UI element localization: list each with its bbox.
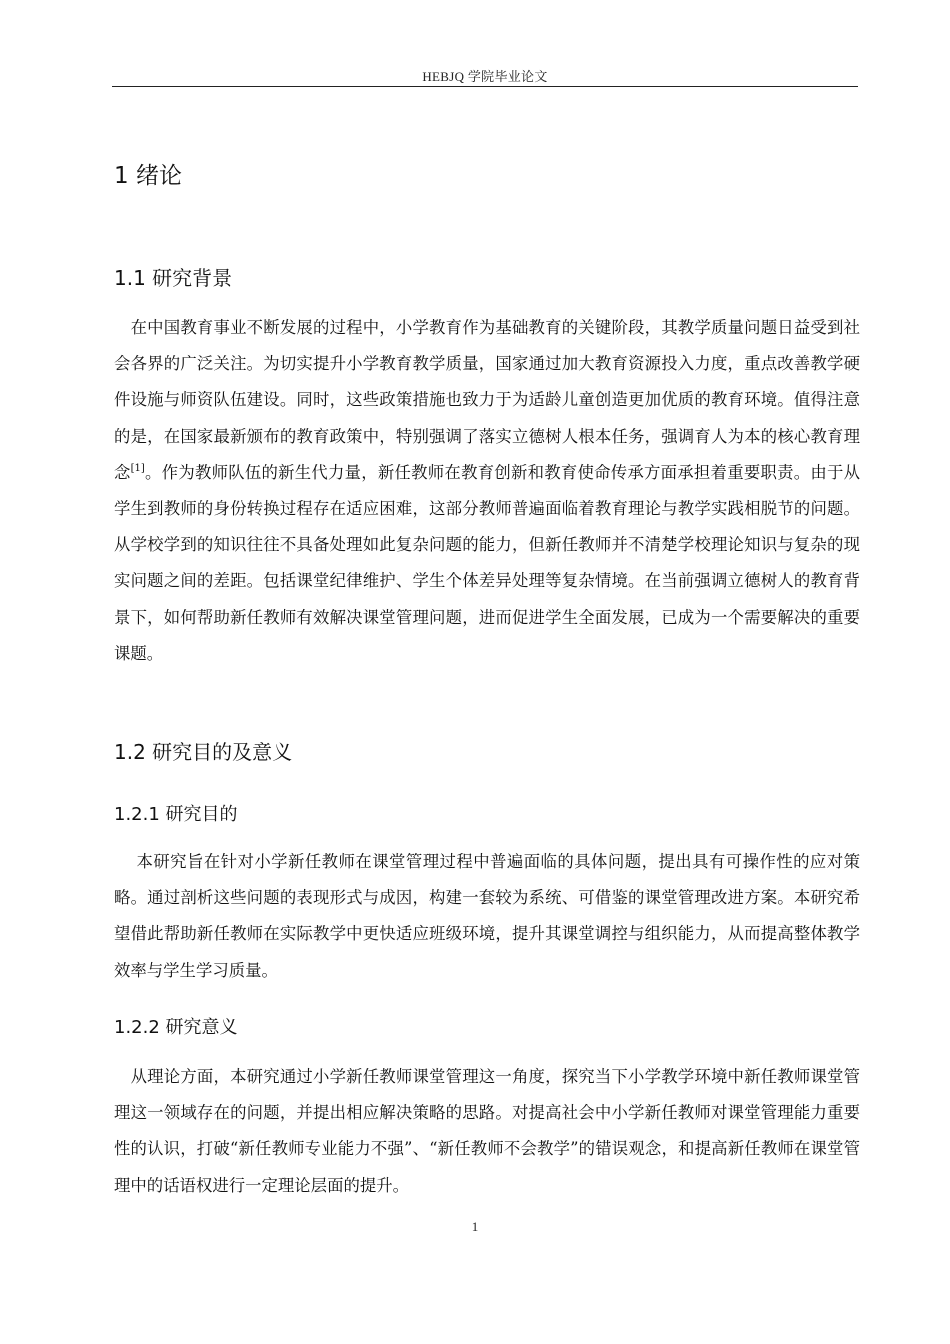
paragraph-text-cont: 。作为教师队伍的新生代力量，新任教师在教育创新和教育使命传承方面承担着重要职责。由于从学生到教师的身份转换过程存在适应困难，这部分教师普遍面临着教育理论与教学实践相脱节的问题。从学校学到的知识往往不具备处理如此复杂问题的能力，但新任教师并不清楚学校理论知识与复杂的现实问题之间的差距。包括课堂纪律维护、学生个体差异处理等复杂情境。在当前强调立德树人的教育背景下，如何帮助新任教师有效解决课堂管理问题，进而促进学生全面发展，已成为一个需要解决的重要课题。 <box>114 462 861 663</box>
section-1-1-paragraph <box>114 310 860 672</box>
section-title-1-2: 1.2 研究目的及意义 <box>114 740 293 764</box>
section-title-1-1: 1.1 研究背景 <box>114 266 233 290</box>
page-number: 1 <box>471 1219 479 1234</box>
section-1-2-2-paragraph: 从理论方面，本研究通过小学新任教师课堂管理这一角度，探究当下小学教学环境中新任教师课堂管理这一领域存在的问题，并提出相应解决策略的思路。对提高社会中小学新任教师对课堂管理能力重要性的认识，打破“新任教师专业能力不强”、“新任教师不会教学”的错误观念，和提高新任教师在课堂管理中的话语权进行一定理论层面的提升。 <box>114 1067 860 1195</box>
citation-ref: [1] <box>130 462 145 474</box>
section-title-1-2-1: 1.2.1 研究目的 <box>114 804 238 825</box>
paragraph-text: 在中国教育事业不断发展的过程中，小学教育作为基础教育的关键阶段，其教学质量问题日益受到社会各界的广泛关注。为切实提升小学教育教学质量，国家通过加大教育资源投入力度，重点改善教学硬件设施与师资队伍建设。同时，这些政策措施也致力于为适龄儿童创造更加优质的教育环境。值得注意的是，在国家最新颁布的教育政策中，特别强调了落实立德树人根本任务，强调育人为本的核心教育理念 <box>114 318 860 482</box>
chapter-title: 1 绪论 <box>114 163 182 189</box>
header-divider <box>112 86 858 87</box>
page-header: HEBJQ 学院毕业论文 <box>422 69 548 84</box>
section-1-2-1-paragraph: 本研究旨在针对小学新任教师在课堂管理过程中普遍面临的具体问题，提出具有可操作性的应对策略。通过剖析这些问题的表现形式与成因，构建一套较为系统、可借鉴的课堂管理改进方案。本研究希望借此帮助新任教师在实际教学中更快适应班级环境，提升其课堂调控与组织能力，从而提高整体教学效率与学生学习质量。 <box>114 852 860 980</box>
section-title-1-2-2: 1.2.2 研究意义 <box>114 1017 238 1038</box>
